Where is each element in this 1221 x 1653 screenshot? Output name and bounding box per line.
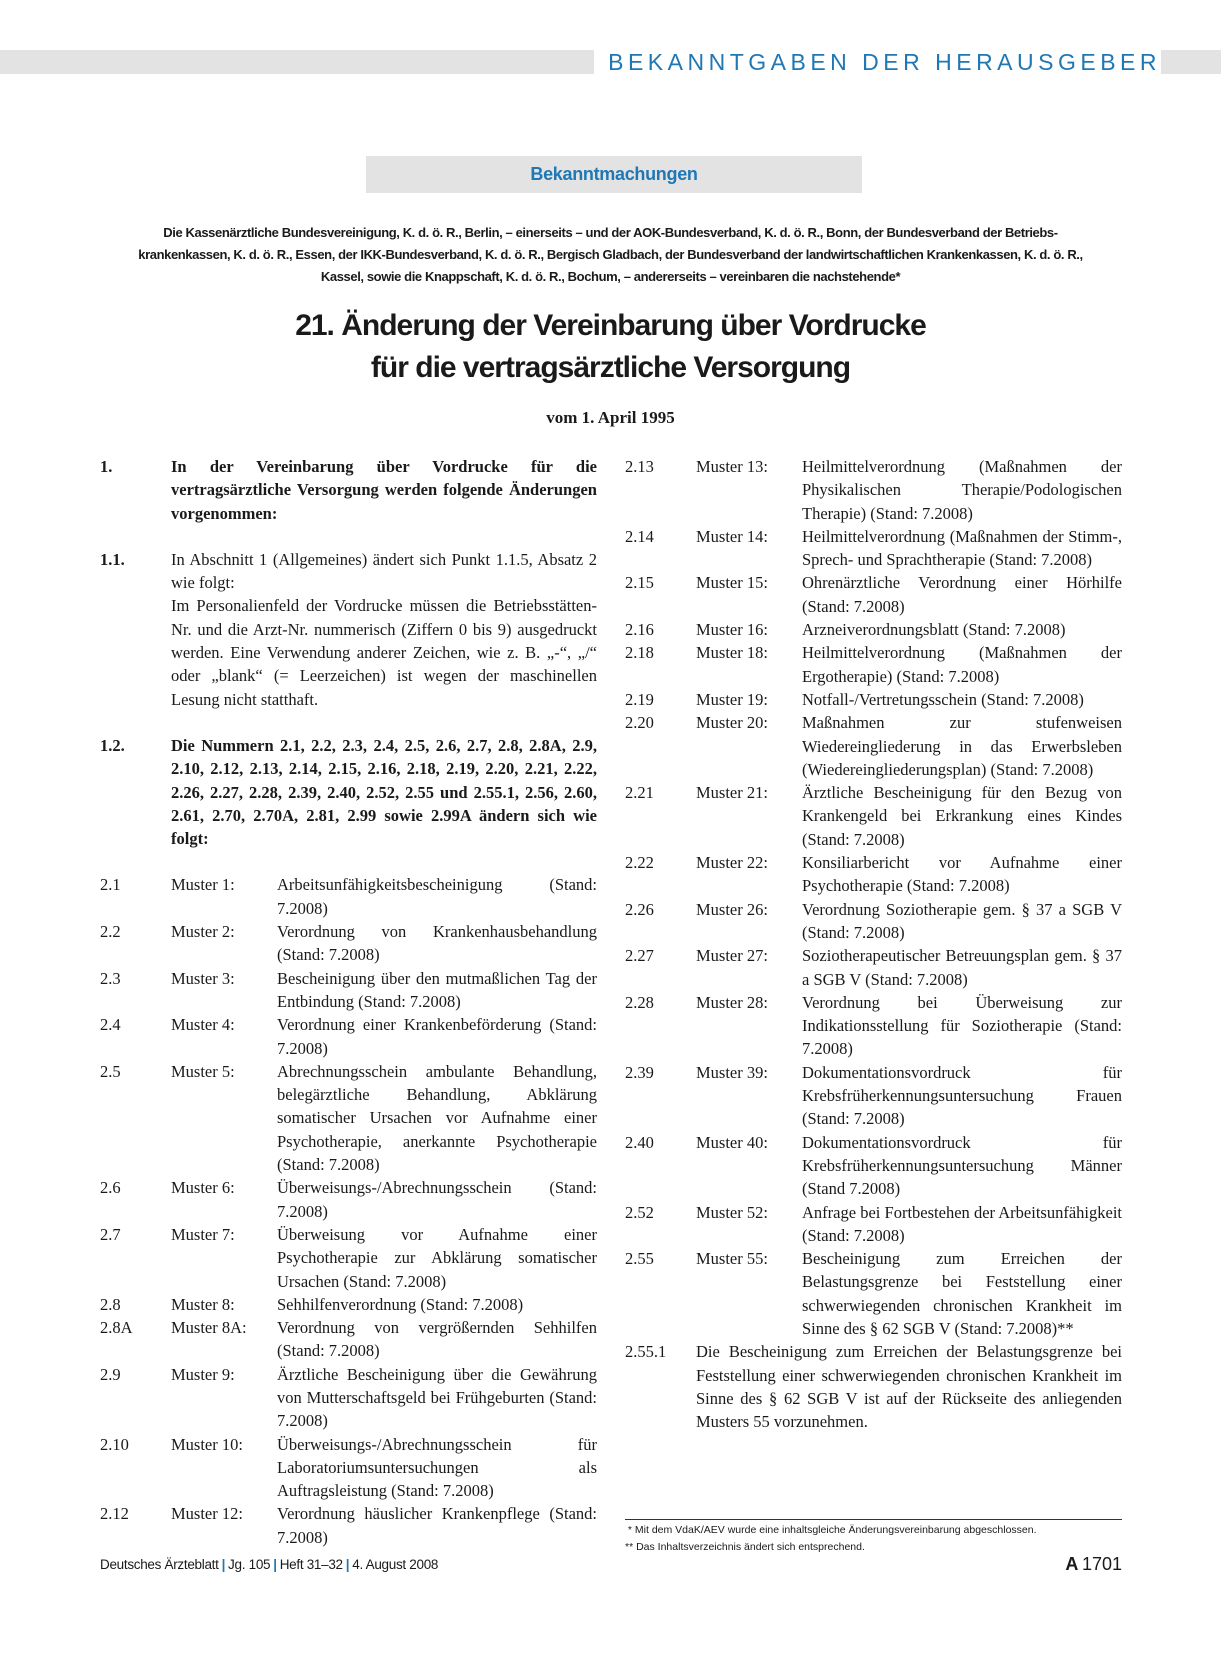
item-description: Bescheinigung über den mutmaßlichen Tag der Entbindung (Stand: 7.2008) bbox=[277, 968, 597, 1011]
item-number: 2.12 bbox=[100, 1504, 129, 1524]
item-muster: Muster 7: bbox=[171, 1224, 235, 1244]
item-description: Arbeitsunfähigkeitsbescheinigung (Stand: 7.2008) bbox=[277, 875, 597, 918]
item-muster: Muster 12: bbox=[171, 1504, 243, 1524]
footnote: ** Das Inhaltsverzeichnis ändert sich entsprechend. bbox=[625, 1541, 865, 1553]
item-description: Heilmittelverordnung (Maßnahmen der Physikalischen Therapie/Podologischen Therapie) (Stand: 7.2008) bbox=[802, 457, 1122, 523]
footer-citation: Deutsches Ärzteblatt | Jg. 105 | Heft 31–32 | 4. August 2008 bbox=[100, 1557, 439, 1572]
list-item bbox=[625, 525, 1122, 572]
item-muster: Muster 52: bbox=[696, 1202, 768, 1222]
journal-issue: Heft 31–32 bbox=[279, 1557, 343, 1572]
item-description: Heilmittelverordnung (Maßnahmen der Stimm-, Sprech- und Sprachtherapie (Stand: 7.2008) bbox=[802, 526, 1122, 570]
item-muster: Muster 26: bbox=[696, 899, 768, 919]
page-title bbox=[100, 305, 1121, 389]
item-muster: Muster 19: bbox=[696, 689, 768, 709]
intro-text-block bbox=[171, 548, 597, 711]
item-number: 2.3 bbox=[100, 968, 121, 988]
list-item bbox=[625, 688, 1122, 711]
page-number bbox=[1065, 1554, 1122, 1575]
item-number: 2.19 bbox=[625, 689, 654, 709]
list-item bbox=[100, 1363, 597, 1433]
item-number: 2.8 bbox=[100, 1294, 121, 1314]
muster-list-left bbox=[100, 873, 597, 1549]
item-number: 2.26 bbox=[625, 899, 654, 919]
muster-list-right bbox=[625, 455, 1122, 1340]
intro-item bbox=[100, 548, 597, 711]
section-header: BEKANNTGABEN DER HERAUSGEBER bbox=[594, 48, 1161, 76]
parties-text bbox=[100, 222, 1121, 288]
item-description: Anfrage bei Fortbestehen der Arbeitsunfähigkeit (Stand: 7.2008) bbox=[802, 1202, 1122, 1245]
parties-line: krankenkassen, K. d. ö. R., Essen, der IKK-Bundesverband, K. d. ö. R., Bergisch Gladbach, der Bundesverband der landwirtschaftlichen Krankenkassen, K. d. ö. R., bbox=[138, 247, 1083, 262]
list-item bbox=[625, 641, 1122, 688]
item-muster: Muster 8: bbox=[171, 1294, 235, 1314]
item-number: 2.40 bbox=[625, 1132, 654, 1152]
item-description: Notfall-/Vertretungsschein (Stand: 7.2008) bbox=[802, 689, 1084, 709]
item-number: 2.22 bbox=[625, 853, 654, 873]
item-number: 2.2 bbox=[100, 922, 121, 942]
intro-item bbox=[100, 734, 597, 850]
item-text: Die Bescheinigung zum Erreichen der Belastungsgrenze bei Feststellung einer schwerwiegenden chronischen Krankheit im Sinne des § 62 SGB V ist auf der Rückseite des anliegenden Musters 55 vorzunehmen. bbox=[696, 1342, 1122, 1432]
item-muster: Muster 6: bbox=[171, 1178, 235, 1198]
title-line: für die vertragsärztliche Versorgung bbox=[370, 351, 851, 384]
list-item bbox=[100, 1013, 597, 1060]
item-description: Verordnung einer Krankenbeförderung (Stand: 7.2008) bbox=[277, 1015, 597, 1058]
item-number: 2.55 bbox=[625, 1249, 654, 1269]
journal-date: 4. August 2008 bbox=[352, 1557, 439, 1572]
item-number: 2.1 bbox=[100, 875, 121, 895]
kicker-box bbox=[366, 156, 862, 193]
item-muster: Muster 18: bbox=[696, 643, 768, 663]
right-column bbox=[625, 455, 1122, 1433]
list-item bbox=[625, 851, 1122, 898]
item-muster: Muster 8A: bbox=[171, 1318, 247, 1338]
intro-number: 1. bbox=[100, 457, 113, 476]
list-item bbox=[625, 455, 1122, 525]
list-item bbox=[100, 1176, 597, 1223]
list-item bbox=[625, 1340, 1122, 1433]
item-muster: Muster 21: bbox=[696, 783, 768, 803]
item-muster: Muster 9: bbox=[171, 1364, 235, 1384]
item-description: Verordnung von vergrößernden Sehhilfen (Stand: 7.2008) bbox=[277, 1318, 597, 1361]
item-muster: Muster 39: bbox=[696, 1062, 768, 1082]
list-item bbox=[100, 967, 597, 1014]
intro-text-extra: Im Personalienfeld der Vordrucke müssen die Betriebsstätten-Nr. und die Arzt-Nr. nummerisch (Ziffern 0 bis 9) ausgedruckt werden. Eine Verwendung anderer Zeichen, wie z. B. „-“, „/“ oder „blank“ (= Leerzeichen) ist wegen der maschinellen Lesung nicht statthaft. bbox=[171, 596, 597, 709]
list-item bbox=[625, 1201, 1122, 1248]
item-muster: Muster 28: bbox=[696, 992, 768, 1012]
agreement-date: vom 1. April 1995 bbox=[546, 408, 675, 427]
item-muster: Muster 27: bbox=[696, 946, 768, 966]
item-muster: Muster 20: bbox=[696, 713, 768, 733]
item-number: 2.8A bbox=[100, 1318, 133, 1338]
list-item bbox=[100, 1293, 597, 1316]
item-description: Soziotherapeutischer Betreuungsplan gem. § 37 a SGB V (Stand: 7.2008) bbox=[802, 946, 1122, 989]
list-item bbox=[625, 711, 1122, 781]
parties-line: Die Kassenärztliche Bundesvereinigung, K. d. ö. R., Berlin, – einerseits – und der AOK-Bundesverband, K. d. ö. R., Bonn, der Bundesverband der Betriebs- bbox=[163, 225, 1058, 240]
title-line: 21. Änderung der Vereinbarung über Vordrucke bbox=[295, 309, 926, 342]
item-number: 2.5 bbox=[100, 1061, 121, 1081]
item-description: Überweisungs-/Abrechnungsschein für Laboratoriumsuntersuchungen als Auftragsleistung (Stand: 7.2008) bbox=[277, 1434, 597, 1501]
footnote: * Mit dem VdaK/AEV wurde eine inhaltsgleiche Änderungsvereinbarung abgeschlossen. bbox=[625, 1524, 1037, 1536]
item-muster: Muster 5: bbox=[171, 1061, 235, 1081]
journal-name: Deutsches Ärzteblatt bbox=[100, 1557, 219, 1572]
item-number: 2.15 bbox=[625, 573, 654, 593]
item-number: 2.14 bbox=[625, 526, 654, 546]
list-item bbox=[625, 781, 1122, 851]
item-description: Überweisung vor Aufnahme einer Psychotherapie zur Abklärung somatischer Ursachen (Stand: 7.2008) bbox=[277, 1224, 597, 1291]
item-muster: Muster 10: bbox=[171, 1434, 243, 1454]
item-number: 2.39 bbox=[625, 1062, 654, 1082]
intro-number: 1.2. bbox=[100, 735, 125, 755]
item-description: Verordnung Soziotherapie gem. § 37 a SGB V (Stand: 7.2008) bbox=[802, 899, 1122, 942]
item-muster: Muster 13: bbox=[696, 457, 768, 476]
item-description: Verordnung von Krankenhausbehandlung (Stand: 7.2008) bbox=[277, 922, 597, 965]
list-item bbox=[625, 898, 1122, 945]
item-number: 2.21 bbox=[625, 783, 654, 803]
item-description: Konsiliarbericht vor Aufnahme einer Psychotherapie (Stand: 7.2008) bbox=[802, 853, 1122, 896]
list-item bbox=[625, 618, 1122, 641]
intro-text: In der Vereinbarung über Vordrucke für die vertragsärztliche Versorgung werden folgende Änderungen vorgenommen: bbox=[171, 457, 597, 523]
page-prefix: A bbox=[1065, 1554, 1079, 1574]
item-description: Dokumentationsvordruck für Krebsfrüherkennungsuntersuchung Frauen (Stand: 7.2008) bbox=[802, 1062, 1122, 1129]
item-number: 2.18 bbox=[625, 643, 654, 663]
item-description: Maßnahmen zur stufenweisen Wiedereingliederung in das Erwerbsleben (Wiedereingliederungsplan) (Stand: 7.2008) bbox=[802, 713, 1122, 779]
list-item bbox=[100, 1223, 597, 1293]
item-description: Überweisungs-/Abrechnungsschein (Stand: 7.2008) bbox=[277, 1178, 597, 1221]
item-description: Verordnung bei Überweisung zur Indikationsstellung für Soziotherapie (Stand: 7.2008) bbox=[802, 992, 1122, 1059]
item-number: 2.20 bbox=[625, 713, 654, 733]
item-description: Abrechnungsschein ambulante Behandlung, belegärztliche Behandlung, Abklärung somatischer Ursachen vor Aufnahme einer Psychotherapie, anerkannte Psychotherapie (Stand: 7.2008) bbox=[277, 1061, 597, 1175]
list-item bbox=[625, 571, 1122, 618]
item-muster: Muster 22: bbox=[696, 853, 768, 873]
list-item bbox=[100, 1060, 597, 1176]
list-item bbox=[625, 1247, 1122, 1340]
parties-line: Kassel, sowie die Knappschaft, K. d. ö. R., Bochum, – andererseits – vereinbaren die nachstehende* bbox=[320, 269, 901, 284]
item-muster: Muster 1: bbox=[171, 875, 235, 895]
item-number: 2.6 bbox=[100, 1178, 121, 1198]
list-item bbox=[100, 873, 597, 920]
list-item bbox=[625, 1061, 1122, 1131]
item-muster: Muster 40: bbox=[696, 1132, 768, 1152]
item-muster: Muster 2: bbox=[171, 922, 235, 942]
item-number: 2.28 bbox=[625, 992, 654, 1012]
item-number: 2.27 bbox=[625, 946, 654, 966]
item-description: Verordnung häuslicher Krankenpflege (Stand: 7.2008) bbox=[277, 1504, 597, 1547]
footnotes bbox=[625, 1522, 1145, 1556]
item-muster: Muster 14: bbox=[696, 526, 768, 546]
item-muster: Muster 15: bbox=[696, 573, 768, 593]
item-description: Ärztliche Bescheinigung über die Gewährung von Mutterschaftsgeld bei Frühgeburten (Stand: 7.2008) bbox=[277, 1364, 597, 1431]
item-number: 2.52 bbox=[625, 1202, 654, 1222]
journal-volume: Jg. 105 bbox=[228, 1557, 271, 1572]
item-description: Sehhilfenverordnung (Stand: 7.2008) bbox=[277, 1294, 524, 1314]
item-description: Ohrenärztliche Verordnung einer Hörhilfe (Stand: 7.2008) bbox=[802, 573, 1122, 616]
list-item bbox=[625, 1131, 1122, 1201]
footnote-divider bbox=[625, 1519, 1122, 1520]
page-number-value: 1701 bbox=[1081, 1554, 1122, 1574]
item-number: 2.13 bbox=[625, 457, 654, 476]
item-description: Heilmittelverordnung (Maßnahmen der Ergotherapie) (Stand: 7.2008) bbox=[802, 643, 1122, 686]
intro-text: In Abschnitt 1 (Allgemeines) ändert sich Punkt 1.1.5, Absatz 2 wie folgt: bbox=[171, 549, 597, 593]
item-number: 2.55.1 bbox=[625, 1342, 667, 1362]
item-number: 2.16 bbox=[625, 620, 654, 640]
list-item bbox=[100, 1433, 597, 1503]
item-number: 2.9 bbox=[100, 1364, 121, 1384]
item-number: 2.7 bbox=[100, 1224, 121, 1244]
item-description: Ärztliche Bescheinigung für den Bezug von Krankengeld bei Erkrankung eines Kindes (Stand: 7.2008) bbox=[802, 783, 1122, 849]
item-description: Dokumentationsvordruck für Krebsfrüherkennungsuntersuchung Männer (Stand 7.2008) bbox=[802, 1132, 1122, 1199]
intro-number: 1.1. bbox=[100, 549, 125, 569]
intro-item bbox=[100, 455, 597, 525]
item-muster: Muster 3: bbox=[171, 968, 235, 988]
list-item bbox=[100, 1502, 597, 1549]
item-description: Arzneiverordnungsblatt (Stand: 7.2008) bbox=[802, 620, 1066, 640]
item-number: 2.4 bbox=[100, 1015, 121, 1035]
left-column bbox=[100, 455, 597, 1549]
list-item bbox=[100, 1316, 597, 1363]
list-item bbox=[625, 944, 1122, 991]
list-item bbox=[100, 920, 597, 967]
item-muster: Muster 55: bbox=[696, 1249, 768, 1269]
item-muster: Muster 16: bbox=[696, 620, 768, 640]
item-number: 2.10 bbox=[100, 1434, 129, 1454]
item-description: Bescheinigung zum Erreichen der Belastungsgrenze bei Feststellung einer schwerwiegenden chronischen Krankheit im Sinne des § 62 SGB V (Stand: 7.2008)** bbox=[802, 1249, 1122, 1338]
list-item bbox=[625, 991, 1122, 1061]
intro-text: Die Nummern 2.1, 2.2, 2.3, 2.4, 2.5, 2.6, 2.7, 2.8, 2.8A, 2.9, 2.10, 2.12, 2.13, 2.14, 2.15, 2.16, 2.18, 2.19, 2.20, 2.21, 2.22, 2.26, 2.27, 2.28, 2.39, 2.40, 2.52, 2.55 und 2.55.1, 2.56, 2.60, 2.61, 2.70, 2.70A, 2.81, 2.99 sowie 2.99A ändern sich wie folgt: bbox=[171, 735, 597, 849]
kicker-label: Bekanntmachungen bbox=[530, 164, 698, 184]
item-muster: Muster 4: bbox=[171, 1015, 235, 1035]
